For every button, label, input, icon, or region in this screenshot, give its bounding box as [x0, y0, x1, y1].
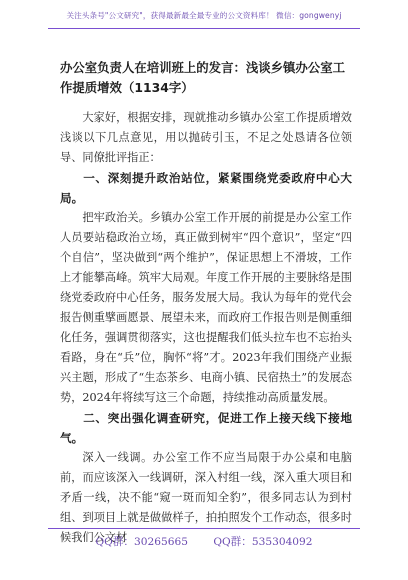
footer-contact: [0, 534, 408, 549]
header-note: 关注头条号"公文研究"，获得最新最全最专业的公文资料库！ 微信：gongwenyj: [66, 11, 342, 20]
footer-divider: [48, 528, 360, 529]
section-2-paragraph: 深入一线调。办公室工作不应当局限于办公桌和电脑前，而应该深入一线调研，深入村组一线，深入重大项目和矛盾一线，决不能“窥一斑而知全豹”，很多同志认为到村组、到项目上就是做做样子，拍拍照发个工作动态，很多时候我们公文材: [60, 451, 352, 544]
document-body: [60, 108, 352, 548]
document-title: 办公室负责人在培训班上的发言：浅谈乡镇办公室工作提质增效（1134字）: [60, 60, 345, 95]
qq-group-1: QQ群：30265665: [95, 536, 188, 548]
section-heading-1: 一、深刻提升政治站位，紧紧围绕党委政府中心大局。: [60, 171, 352, 205]
intro-paragraph: 大家好，根据安排，现就推动乡镇办公室工作提质增效浅谈以下几点意见，用以抛砖引玉，不足之处恳请各位领导、同僚批评指正：: [60, 111, 352, 164]
section-1-paragraph: 把牢政治关。乡镇办公室工作开展的前提是办公室工作人员要站稳政治立场，真正做到树牢“四个意识”，坚定“四个自信”，坚决做到“两个维护”，保证思想上不滑坡，工作上才能攀高峰。筑牢大局观。年度工作开展的主要脉络是围绕党委政府中心任务，服务发展大局。我认为每年的党代会报告侧重擘画愿景、展望未来，而政府工作报告则是侧重细化任务，强调贯彻落实，这也提醒我们低头拉车也不忘抬头看路，身在“兵”位，胸怀“将”才。2023年我们围绕产业振兴主题，形成了“生态茶乡、电商小镇、民宿热土”的发展态势，2024年将续写这三个命题，持续推动高质量发展。: [60, 211, 352, 404]
section-heading-2: 二、突出强化调查研究，促进工作上接天线下接地气。: [60, 411, 352, 445]
header-divider: [48, 28, 360, 29]
qq-group-2: QQ群：535304092: [213, 536, 313, 548]
